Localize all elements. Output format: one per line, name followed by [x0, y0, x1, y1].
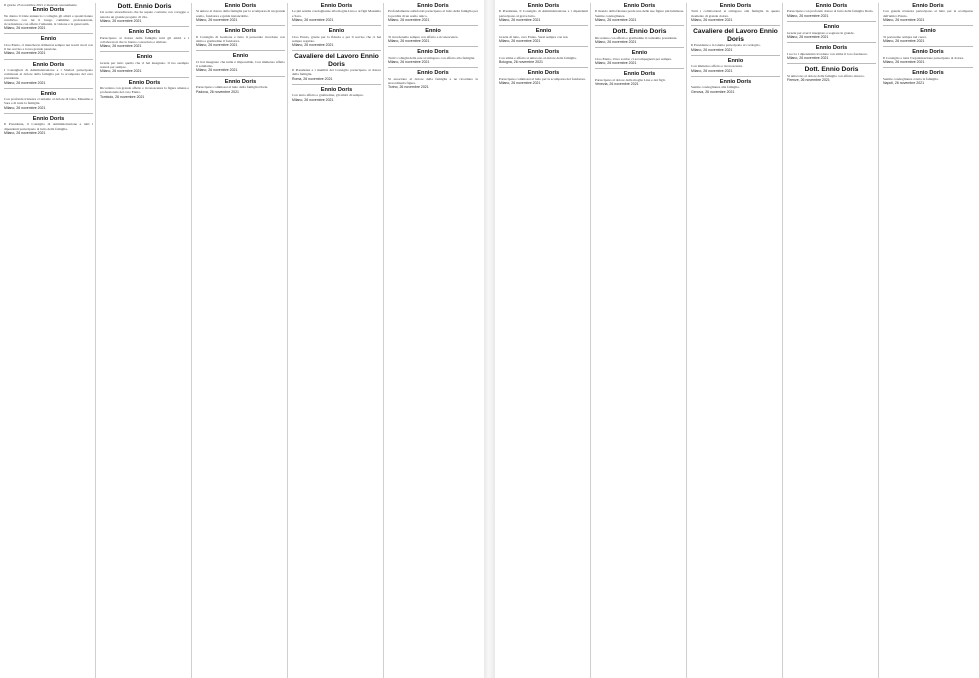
- notice-text: Ciao Ennio, il tuo sorriso ci accompagnerà per sempre.: [595, 56, 672, 61]
- notice-text: Il Presidente e i membri del Consiglio partecipano al dolore della famiglia.: [292, 68, 381, 77]
- notice-text: Grazie per averci insegnato a sognare in grande.: [787, 30, 855, 35]
- obituary-notice: [196, 3, 285, 22]
- notice-place-date: Milano, 26 novembre 2021: [499, 81, 541, 86]
- obituary-notice: [388, 3, 478, 22]
- notice-text: Profondamente addolorati partecipano al lutto della famiglia per la perdita di un uomo unico.: [388, 9, 478, 18]
- notice-place-date: Tombolo, 26 novembre 2021: [100, 94, 145, 99]
- notice-place-date: Milano, 26 novembre 2021: [499, 39, 541, 44]
- obituary-notice: [691, 76, 780, 94]
- notice-name: Dott. Ennio Doris: [804, 66, 859, 74]
- notice-name: Ennio: [136, 54, 153, 61]
- obituary-notice: [499, 67, 588, 85]
- obituary-notice: [4, 88, 93, 110]
- notice-text: Con profonda tristezza ci uniamo al dolore di Lina, Massimo e Sara e di tutta la famiglia.: [4, 97, 93, 106]
- notice-name: Ennio: [631, 50, 648, 57]
- notice-name: Ennio Doris: [912, 3, 944, 9]
- notice-place-date: Milano, 26 novembre 2021: [787, 35, 829, 40]
- notice-name: Ennio: [232, 53, 249, 60]
- notice-place-date: Milano, 26 novembre 2021: [691, 68, 733, 73]
- notice-column: [100, 3, 192, 678]
- obituary-notice: [787, 42, 876, 60]
- notice-column: [292, 3, 384, 678]
- notice-column: [196, 3, 288, 678]
- obituary-notice: [4, 59, 93, 85]
- notice-text: Grazie di tutto, caro Ennio. Sarai sempre con noi.: [499, 34, 569, 39]
- notice-text: Ne danno il triste annuncio i colleghi, gli amici e quanti hanno condiviso con lui il lungo cammino professionale, ricordandone con affetto l'umanità, la visione e la generosità.: [4, 13, 93, 26]
- notice-name: Ennio Doris: [417, 70, 449, 77]
- notice-place-date: Milano, 26 novembre 2021: [883, 39, 925, 44]
- notice-name: Ennio: [40, 36, 57, 43]
- notice-name: Ennio Doris: [527, 3, 560, 9]
- notice-place-date: Napoli, 26 novembre 2021: [883, 81, 925, 86]
- notice-text: Ti porteremo sempre nel cuore.: [883, 34, 927, 39]
- obituary-notice: [196, 76, 285, 94]
- obituary-notice: [691, 55, 780, 73]
- obituary-notice: [292, 25, 381, 47]
- obituary-notice: [292, 3, 381, 22]
- notice-place-date: Milano, 26 novembre 2021: [292, 43, 334, 48]
- notice-name: Ennio Doris: [32, 61, 65, 68]
- notice-name: Ennio: [425, 28, 441, 35]
- obituary-notice: [292, 84, 381, 102]
- obituary-notice: [100, 77, 189, 99]
- notice-place-date: Firenze, 26 novembre 2021: [787, 78, 830, 83]
- notice-name: Ennio Doris: [417, 49, 449, 56]
- obituary-notice: [100, 3, 189, 23]
- notice-text: Sentite condoglianze alla famiglia.: [691, 85, 740, 90]
- notice-text: Il mondo della finanza perde una delle sue figure più luminose. Sentite condoglianze.: [595, 9, 684, 18]
- notice-place-date: Padova, 26 novembre 2021: [196, 89, 240, 94]
- notice-name: Dott. Ennio Doris: [117, 3, 172, 10]
- left-page: [0, 0, 484, 678]
- notice-name: Ennio Doris: [912, 70, 944, 77]
- notice-text: Il Consiglio e tutta l'organizzazione partecipano al dolore.: [883, 55, 965, 60]
- obituary-notice: [388, 67, 478, 89]
- notice-text: Sentite condoglianze a tutta la famiglia.: [883, 76, 939, 81]
- notice-text: Con stima e affetto si uniscono al dolore della famiglia.: [499, 55, 577, 60]
- obituary-notice: [595, 47, 684, 65]
- notice-text: Un uomo straordinario che ha saputo costruire con coraggio e tenacia un grande progetto di vita.: [100, 10, 189, 19]
- notice-column: [787, 3, 879, 678]
- notice-place-date: Milano, 26 novembre 2021: [292, 97, 334, 102]
- notice-name: Dott. Ennio Doris: [612, 28, 667, 36]
- notice-name: Ennio Doris: [912, 49, 944, 56]
- notice-name: Ennio Doris: [719, 78, 752, 85]
- notice-name: Cavaliere del Lavoro Ennio Doris: [294, 53, 379, 68]
- notice-name: Ennio Doris: [527, 49, 560, 56]
- obituary-notice: [292, 50, 381, 81]
- notice-column: [883, 3, 975, 678]
- obituary-notice: [787, 3, 876, 18]
- notice-text: Con tanto affetto e gratitudine, gli amici di sempre.: [292, 93, 364, 98]
- notice-text: Ci hai insegnato che nulla è impossibile. Con immenso affetto ti salutiamo.: [196, 59, 285, 68]
- notice-place-date: Torino, 26 novembre 2021: [388, 85, 429, 90]
- notice-text: Partecipano con profondo dolore al lutto della famiglia Doris.: [787, 9, 874, 14]
- notice-place-date: Milano, 26 novembre 2021: [787, 14, 829, 18]
- notice-name: Ennio Doris: [128, 79, 161, 86]
- notice-name: Ennio Doris: [623, 71, 656, 78]
- notice-column: [388, 3, 480, 678]
- notice-text: Tutti i collaboratori si stringono alla famiglia in questo momento di grande dolore.: [691, 9, 780, 18]
- obituary-notice: [499, 25, 588, 43]
- notice-name: Ennio: [823, 24, 840, 31]
- notice-place-date: Milano, 26 novembre 2021: [595, 40, 637, 45]
- obituary-notice: [883, 67, 973, 85]
- notice-place-date: Venezia, 26 novembre 2021: [595, 82, 639, 87]
- notice-name: Ennio: [535, 28, 552, 35]
- notice-name: Cavaliere del Lavoro Ennio Doris: [693, 28, 778, 43]
- notice-name: Ennio Doris: [224, 3, 257, 9]
- notice-text: Partecipano commossi al lutto per la scomparsa del fondatore.: [499, 76, 586, 81]
- notice-text: Ricordano con affetto e gratitudine il carissimo presidente.: [595, 35, 678, 40]
- notice-text: Partecipano al dolore della famiglia tutti gli amici e i collaboratori che lo hanno conosciuto e stimato.: [100, 35, 189, 44]
- notice-text: Si unisce al dolore della famiglia per la scomparsa di un grande uomo, fondatore e guida instancabile.: [196, 9, 285, 18]
- obituary-notice: [196, 50, 285, 72]
- notice-name: Ennio Doris: [224, 28, 257, 35]
- obituary-notice: [100, 51, 189, 73]
- notice-place-date: Milano, 26 novembre 2021: [691, 47, 733, 52]
- obituary-notice: [595, 3, 684, 22]
- notice-text: I Consiglieri di Amministrazione e i Sindaci partecipano commossi al dolore della famiglia per la scomparsa del caro presidente.: [4, 67, 93, 81]
- notice-name: Ennio: [920, 28, 936, 35]
- notice-column: [595, 3, 687, 678]
- notice-name: Ennio Doris: [417, 3, 449, 9]
- notice-text: Il Presidente e la Giunta partecipano al cordoglio.: [691, 43, 761, 47]
- notice-name: Ennio: [328, 28, 345, 35]
- obituary-notice: [499, 46, 588, 64]
- notice-place-date: Milano, 26 novembre 2021: [595, 61, 637, 66]
- notice-place-date: Milano, 26 novembre 2021: [4, 131, 46, 136]
- notice-name: Ennio Doris: [719, 3, 752, 9]
- notice-text: Ricordano con grande affetto e riconoscenza la figura umana e professionale del caro Ennio.: [100, 85, 189, 95]
- notice-text: Partecipano al dolore della moglie Lina e dei figli.: [595, 77, 666, 82]
- notice-text: Tutti i colleghi della rete si stringono con affetto alla famiglia.: [388, 55, 475, 60]
- notice-name: Ennio: [727, 57, 744, 64]
- obituary-notice: [691, 3, 780, 22]
- notice-place-date: Milano, 26 novembre 2021: [196, 68, 238, 73]
- notice-place-date: Milano, 26 novembre 2021: [100, 19, 142, 24]
- notice-text: Ti ricorderemo sempre con affetto e riconoscenza.: [388, 34, 459, 39]
- notice-name: Ennio Doris: [32, 116, 65, 123]
- obituary-notice: [787, 21, 876, 39]
- notice-place-date: Genova, 26 novembre 2021: [691, 89, 735, 94]
- notice-place-date: Milano, 26 novembre 2021: [4, 105, 46, 110]
- obituary-notice: [595, 68, 684, 86]
- notice-place-date: Milano, 26 novembre 2021: [196, 43, 238, 48]
- obituary-notice: [4, 3, 93, 30]
- notice-name: Ennio: [40, 90, 57, 97]
- notice-place-date: Milano, 26 novembre 2021: [4, 26, 46, 31]
- notice-text: Con immenso affetto e riconoscenza.: [691, 64, 743, 69]
- notice-text: Il Presidente, il Consiglio di Amministrazione e i dipendenti partecipano al grave lutto.: [499, 9, 588, 18]
- notice-name: Ennio Doris: [128, 29, 161, 36]
- notice-place-date: Milano, 26 novembre 2021: [691, 18, 733, 23]
- notice-place-date: Milano, 26 novembre 2021: [388, 18, 430, 23]
- notice-place-date: Milano, 26 novembre 2021: [4, 51, 46, 56]
- notice-place-date: Milano, 26 novembre 2021: [388, 39, 430, 44]
- obituary-notice: [787, 63, 876, 82]
- notice-name: Ennio Doris: [224, 78, 257, 85]
- notice-place-date: Milano, 26 novembre 2021: [787, 56, 829, 61]
- notice-name: Ennio Doris: [623, 3, 656, 9]
- notice-place-date: Milano, 26 novembre 2021: [595, 18, 637, 23]
- obituary-notice: [691, 25, 780, 52]
- obituary-notice: [4, 113, 93, 135]
- notice-place-date: Milano, 26 novembre 2021: [883, 18, 925, 23]
- obituary-notice: [388, 25, 478, 43]
- notice-text: Le più sentite condoglianze alla moglie Lina e ai figli Massimo e Sara.: [292, 9, 381, 18]
- notice-name: Ennio Doris: [815, 45, 848, 52]
- page-gutter: [484, 0, 495, 678]
- notice-intro: Il giorno 25 novembre 2021 è mancato serenamente: [4, 3, 77, 7]
- notice-place-date: Milano, 26 novembre 2021: [883, 60, 925, 65]
- obituary-notice: [4, 33, 93, 55]
- notice-text: Grazie per tutto quello che ci hai insegnato. Il tuo esempio resterà per sempre.: [100, 60, 189, 69]
- right-page: [495, 0, 979, 678]
- notice-name: Ennio Doris: [32, 7, 65, 14]
- notice-name: Ennio Doris: [815, 3, 848, 9]
- obituary-notice: [883, 3, 973, 22]
- obituary-notice: [100, 26, 189, 48]
- obituary-notice: [388, 46, 478, 64]
- notice-place-date: Roma, 26 novembre 2021: [292, 76, 333, 81]
- notice-name: Ennio Doris: [320, 3, 353, 9]
- notice-column: [691, 3, 783, 678]
- notice-text: Ciao Ennio, ci mancherai. Rimarrai sempre nei nostri cuori con il tuo sorriso e la tua grande passione.: [4, 42, 93, 51]
- obituary-notice: [883, 25, 973, 43]
- notice-column: [499, 3, 591, 678]
- obituary-notice: [883, 46, 973, 64]
- notice-place-date: Milano, 26 novembre 2021: [4, 80, 46, 85]
- notice-text: I soci e i dipendenti ricordano con stima il loro fondatore.: [787, 51, 868, 56]
- notice-text: Il Consiglio di Gestione e tutto il personale ricordano con stima e gratitudine il fondatore.: [196, 34, 285, 43]
- notice-place-date: Milano, 26 novembre 2021: [292, 18, 334, 23]
- notice-place-date: Milano, 26 novembre 2021: [196, 18, 238, 23]
- notice-text: Con grande tristezza partecipano al lutto per la scomparsa dell'amico Ennio.: [883, 9, 973, 18]
- notice-place-date: Milano, 26 novembre 2021: [100, 69, 142, 74]
- notice-place-date: Milano, 26 novembre 2021: [499, 18, 541, 23]
- notice-place-date: Milano, 26 novembre 2021: [388, 60, 430, 65]
- notice-column: [4, 3, 96, 678]
- obituary-notice: [499, 3, 588, 22]
- notice-text: Si associano al dolore della famiglia e ne ricordano la straordinaria figura.: [388, 76, 478, 85]
- notice-text: Il Presidente, il Consiglio di Amministrazione e tutti i dipendenti partecipano al lutto della famiglia.: [4, 122, 93, 131]
- notice-name: Ennio Doris: [320, 86, 353, 93]
- notice-text: Ciao Ennio, grazie per la fiducia e per il sorriso che ci hai sempre regalato.: [292, 34, 381, 43]
- notice-text: Partecipano commossi al lutto della famiglia Doris.: [196, 84, 269, 89]
- obituary-notice: [196, 25, 285, 47]
- notice-place-date: Bologna, 26 novembre 2021: [499, 60, 543, 65]
- obituary-notice: [595, 25, 684, 44]
- notice-text: Si uniscono al dolore della famiglia con affetto sincero.: [787, 73, 865, 78]
- notice-place-date: Milano, 26 novembre 2021: [100, 44, 142, 49]
- notice-name: Ennio Doris: [527, 70, 560, 77]
